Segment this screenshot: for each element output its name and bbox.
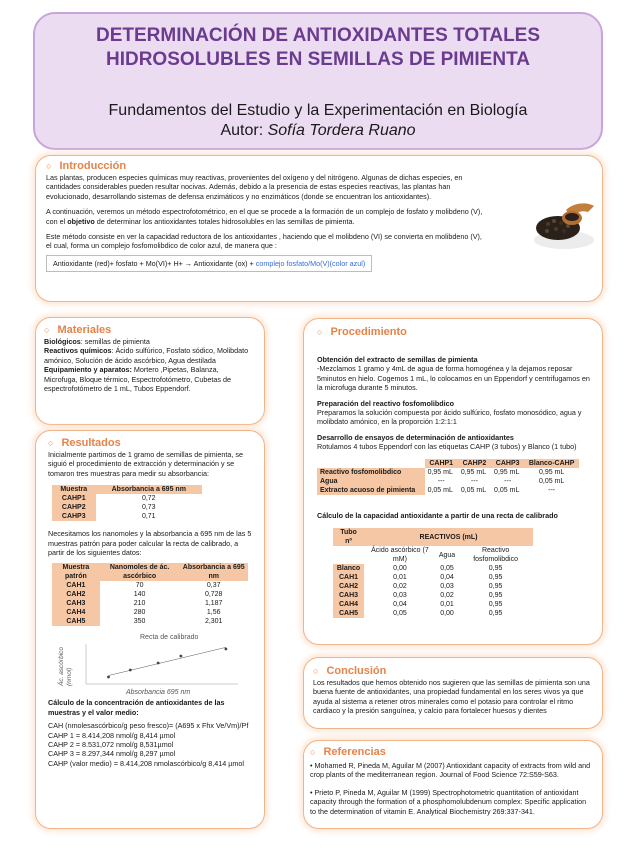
table-row: CAH2 0,02 0,03 0,95 bbox=[333, 582, 533, 591]
absorbance-table: Muestra Absorbancia a 695 nm CAHP1 0,72 CAHP2 0,73 CAHP3 0,71 bbox=[52, 485, 202, 521]
title-line-2: HIDROSOLUBLES EN SEMILLAS DE PIMIENTA bbox=[105, 49, 530, 70]
resultados-title: ○ Resultados bbox=[48, 437, 121, 449]
subtitle: Fundamentos del Estudio y la Experimentación en Biología bbox=[108, 102, 528, 119]
data-point bbox=[157, 662, 160, 665]
y-axis-label bbox=[56, 647, 73, 687]
title-line-1: DETERMINACIÓN DE ANTIOXIDANTES TOTALES bbox=[95, 25, 541, 46]
data-point bbox=[179, 655, 182, 658]
pepper-seeds-image bbox=[528, 184, 600, 256]
x-axis-label: Absorbancia 695 nm bbox=[126, 689, 191, 697]
step-2-title: Preparación del reactivo fosfomolibdico bbox=[317, 398, 454, 408]
resultados-paragraph-2: Necesitamos los nanomoles y la absorbancia a 695 nm de las 5 muestras patrón para poder calcular la recta de calibrado, a partir de los siguientes datos: bbox=[48, 529, 252, 558]
intro-panel bbox=[35, 155, 603, 302]
table-row: CAH4 0,04 0,01 0,95 bbox=[333, 600, 533, 609]
materiales-title: ○ Materiales bbox=[44, 324, 112, 336]
circle-bullet-icon: ○ bbox=[310, 747, 316, 757]
data-point bbox=[107, 676, 110, 679]
calibration-chart bbox=[48, 630, 248, 698]
poster-header bbox=[33, 12, 603, 150]
table-row: Blanco 0,00 0,05 0,95 bbox=[333, 564, 533, 573]
chart-title: Recta de calibrado bbox=[140, 634, 199, 642]
author-line bbox=[35, 121, 601, 141]
y-axis-label-line-1: Ác. ascórbico bbox=[58, 647, 65, 687]
circle-bullet-icon: ○ bbox=[44, 325, 50, 335]
table-row: Reactivo fosfomolibdico 0,95 mL 0,95 mL 0,95 mL 0,95 mL bbox=[317, 468, 579, 477]
trend-line bbox=[108, 648, 225, 676]
intro-paragraph-2: A continuación, veremos un método espectrofotométrico, en el que se procede a la formación de un complejo de fosfato y molibdeno (V), con el objetivo de determinar los antioxidantes totales hidrosolubles en las semillas de pimienta. bbox=[46, 207, 483, 226]
materiales-equipamiento: Equipamiento y aparatos: Mortero ,Pipetas, Balanza, Microfuga, Bloque térmico, Espectrofotómetro, Cubetas de espectrofotómetro de 1 mL, Tubos Eppendorf. bbox=[44, 365, 231, 394]
intro-title: ○ Introducción bbox=[46, 160, 127, 172]
tubes-table: CAHP1 CAHP2 CAHP3 Blanco-CAHP Reactivo fosfomolibdico 0,95 mL 0,95 mL 0,95 mL 0,95 mL Agua --- --- --- 0,05 mL Extracto acuoso de pimienta 0,05 mL 0,05 mL 0,05 mL --- bbox=[317, 459, 579, 495]
step-3-text: Rotulamos 4 tubos Eppendorf con las etiquetas CAHP (3 tubos) y Blanco (1 tubo) bbox=[317, 442, 577, 452]
conclusion-panel bbox=[303, 657, 603, 729]
table-row: CAH5 350 2,301 bbox=[52, 617, 248, 626]
table-row: CAH3 210 1,187 bbox=[52, 599, 248, 608]
calc-line: CAHP (valor medio) = 8.414,208 nmolascórbico/g 8,414 µmol bbox=[48, 758, 244, 768]
circle-bullet-icon: ○ bbox=[48, 438, 54, 448]
referencias-panel bbox=[303, 740, 603, 829]
materiales-panel bbox=[35, 317, 265, 425]
reaction-formula: Antioxidante (red)+ fosfato + Mo(VI)+ H+ → Antioxidante (ox) + complejo fosfato/Mo(V)(color azul) bbox=[46, 255, 372, 272]
table-row: CAH2 140 0,728 bbox=[52, 590, 248, 599]
reagents-table: Tubo nº REACTIVOS (mL) Ácido ascórbico (7 mM) Agua Reactivo fosfomolibdico Blanco 0,00 0,05 0,95 CAH1 0,01 0,04 0,95 CAH2 0,02 0,03 0,95 CAH3 0,03 0,02 0,95 CAH4 0,04 0,01 0,95 CAH5 0,05 0,00 0,95 bbox=[333, 528, 533, 618]
circle-bullet-icon: ○ bbox=[317, 327, 323, 337]
data-point bbox=[225, 648, 228, 651]
conclusion-title: ○ Conclusión bbox=[313, 665, 387, 677]
intro-paragraph-1: Las plantas, producen especies químicas muy reactivas, provenientes del oxígeno y del nitrógeno. Algunas de dichas especies, en cantidades considerables pueden resultar nocivas. Además, debido a la presencia de estas especies reactivas, las plantas han evolucionado, desarrollando sistemas de defensa enzimáticos y no enzimáticos (donde se encuentran los antioxidantes). bbox=[46, 173, 463, 201]
author-label: Autor: bbox=[220, 122, 264, 139]
calc-line: CAHP 2 = 8.531,072 nmol/g 8,531µmol bbox=[48, 740, 174, 750]
table-row: CAHP2 0,73 bbox=[52, 503, 202, 512]
data-point bbox=[129, 669, 132, 672]
reference-2: • Prieto P, Pineda M, Aguilar M (1999) Spectrophotometric quantitation of antioxidant capacity through the formation of a phosphomolubdenum complex: Specific application to the determination of vitamin E. Analytical Biochemistry 269:337-341. bbox=[310, 787, 587, 816]
author-name: Sofía Tordera Ruano bbox=[267, 122, 416, 139]
table-row: CAHP1 0,72 bbox=[52, 494, 202, 503]
poster-title bbox=[35, 24, 601, 72]
calc-lines bbox=[48, 721, 254, 768]
step-1-title: Obtención del extracto de semillas de pimienta bbox=[317, 355, 478, 364]
table-row: CAH3 0,03 0,02 0,95 bbox=[333, 591, 533, 600]
table-row: CAH4 280 1,56 bbox=[52, 608, 248, 617]
step-2-text: Preparamos la solución compuesta por ácido sulfúrico, fosfato monosódico, agua y molibdato amónico, en la proporción 1:2:1:1 bbox=[317, 408, 582, 427]
procedimiento-title: ○ Procedimiento bbox=[317, 326, 407, 338]
resultados-paragraph-1: Inicialmente partimos de 1 gramo de semillas de pimienta, se siguió el procedimiento de extracción y determinación y se tomaron tres muestras para medir su absorbancia: bbox=[48, 450, 243, 478]
resultados-panel bbox=[35, 430, 265, 829]
reference-1: • Mohamed R, Pineda M, Aguilar M (2007) Antioxidant capacity of extracts from wild and crop plants of the mediterranean region. Journal of Food Science 72:S59-S63. bbox=[310, 761, 591, 780]
circle-bullet-icon: ○ bbox=[313, 666, 319, 676]
table-row: CAH1 0,01 0,04 0,95 bbox=[333, 573, 533, 582]
materiales-reactivos: Reactivos químicos: Ácido sulfúrico, Fosfato sódico, Molibdato amónico, Solución de ácido ascórbico, Agua destilada bbox=[44, 346, 249, 365]
step-1-text: -Mezclamos 1 gramo y 4mL de agua de forma homogénea y la dejamos reposar 5minutos en hielo. Cogemos 1 mL, lo colocamos en un Eppendorf y centrifugamos en la microfuga durante 5 minutos. bbox=[317, 364, 590, 393]
step-3-title: Desarrollo de ensayos de determinación de antioxidantes bbox=[317, 432, 514, 442]
referencias-title: ○ Referencias bbox=[310, 746, 386, 758]
table-row: Extracto acuoso de pimienta 0,05 mL 0,05 mL 0,05 mL --- bbox=[317, 486, 579, 495]
circle-bullet-icon: ○ bbox=[46, 161, 52, 171]
table-row: Agua --- --- --- 0,05 mL bbox=[317, 477, 579, 486]
calc-line: CAH (nmolesascórbico/g peso fresco)= (A695 x Fhx Ve/Vm)/Pf bbox=[48, 721, 249, 731]
table-row: CAH5 0,05 0,00 0,95 bbox=[333, 609, 533, 618]
procedimiento-panel bbox=[303, 318, 603, 645]
y-axis-label-line-2: (nmol) bbox=[66, 668, 73, 687]
table-row: CAH1 70 0,37 bbox=[52, 581, 248, 590]
calibration-table: Muestra patrón Nanomoles de ác. ascórbico Absorbancia a 695 nm CAH1 70 0,37 CAH2 140 0,728 CAH3 210 1,187 CAH4 280 1,56 CAH5 350 2,301 bbox=[52, 563, 248, 626]
calc-line: CAHP 1 = 8.414,208 nmol/g 8,414 µmol bbox=[48, 730, 176, 740]
calc-title: Cálculo de la concentración de antioxidantes de las muestras y el valor medio: bbox=[48, 698, 225, 717]
conclusion-text: Los resultados que hemos obtenido nos sugieren que las semillas de pimienta son una buena fuente de antioxidantes, una propiedad fundamental en los seres vivos ya que ayuda al sistema a retener otros minerales como el potasio para controlar el ritmo cardiaco y la presión sanguínea, y calcio para fortalecer huesos y dientes bbox=[313, 678, 590, 716]
calc-line: CAHP 3 = 8.297,344 nmol/g 8,297 µmol bbox=[48, 749, 176, 759]
intro-paragraph-3: Este método consiste en ver la capacidad reductora de los antioxidantes , haciendo que el molibdeno (VI) se convierta en molibdeno (V), el cual, forma un complejo fosfomolibdico de color azul, de manera que : bbox=[46, 232, 482, 251]
step-4-title: Cálculo de la capacidad antioxidante a partir de una recta de calibrado bbox=[317, 510, 558, 520]
materiales-biologicos: Biológicos: semillas de pimienta bbox=[44, 337, 150, 346]
table-row: CAHP3 0,71 bbox=[52, 512, 202, 521]
